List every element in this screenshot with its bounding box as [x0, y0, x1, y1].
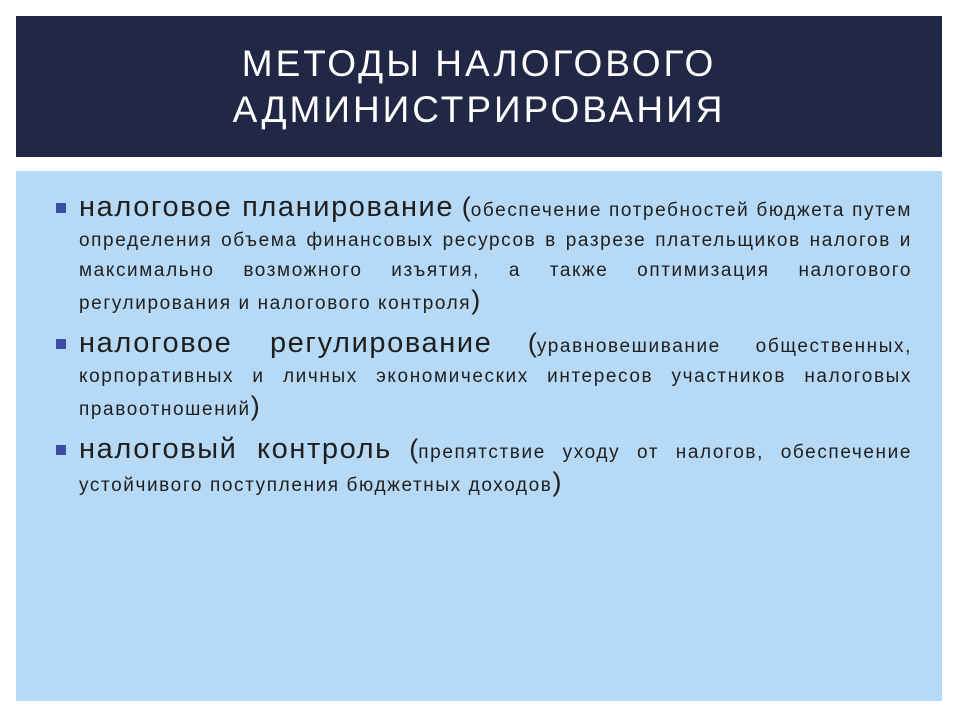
list-item-regulation [56, 329, 912, 425]
list-item-planning [56, 193, 912, 319]
close-paren: ) [552, 467, 562, 497]
description-planning: обеспечение потребностей бюджета путем определения объема финансовых ресурсов в разрезе плательщиков налогов и максимально возможного изъятия, а также оптимизация налогового регулирования и налогового контроля [79, 200, 912, 314]
open-paren: ( [454, 192, 471, 222]
slide-title-bar [16, 16, 942, 157]
term-planning: налоговое планирование [79, 191, 455, 223]
square-bullet-icon [56, 445, 66, 455]
description-control: препятствие уходу от налогов, обеспечение устойчивого поступления бюджетных доходов [79, 442, 912, 496]
square-bullet-icon [56, 339, 66, 349]
square-bullet-icon [56, 203, 66, 213]
term-control: налоговый контроль [79, 433, 392, 465]
slide-title-line-2: АДМИНИСТРИРОВАНИЯ [232, 88, 726, 130]
slide-title [233, 41, 726, 133]
open-paren: ( [391, 434, 419, 464]
content-panel [16, 171, 942, 701]
close-paren: ) [250, 391, 260, 421]
description-regulation: уравновешивание общественных, корпоративных и личных экономических интересов участников налоговых правоотношений [79, 336, 912, 420]
close-paren: ) [471, 285, 481, 315]
list-item-control [56, 435, 912, 501]
methods-list [16, 171, 942, 501]
open-paren: ( [492, 328, 537, 358]
term-regulation: налоговое регулирование [79, 327, 493, 359]
slide-title-line-1: МЕТОДЫ НАЛОГОВОГО [241, 42, 717, 84]
